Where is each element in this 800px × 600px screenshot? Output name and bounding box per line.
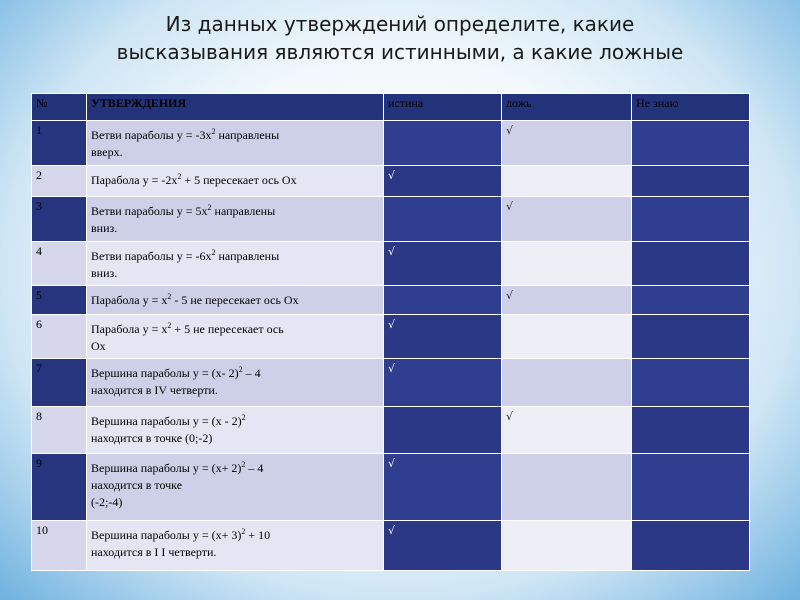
title-line-2: высказывания являются истинными, а какие ложные bbox=[116, 40, 684, 64]
false-cell[interactable] bbox=[502, 314, 632, 359]
false-cell[interactable] bbox=[502, 165, 632, 196]
header-true: истина bbox=[384, 94, 502, 121]
table-row bbox=[32, 454, 750, 521]
false-cell[interactable] bbox=[502, 241, 632, 286]
row-number: 6 bbox=[32, 314, 87, 359]
dont-know-cell[interactable] bbox=[632, 314, 750, 359]
table-row bbox=[32, 197, 750, 242]
table-row bbox=[32, 165, 750, 196]
header-statements: УТВЕРЖДЕНИЯ bbox=[87, 94, 384, 121]
statement-text: Вершина параболы $y = (x+ 2)^2 - 4$ находится в точке (-2;-4) bbox=[87, 454, 384, 521]
dont-know-cell[interactable] bbox=[632, 121, 750, 166]
false-cell[interactable] bbox=[502, 197, 632, 242]
dont-know-cell[interactable] bbox=[632, 241, 750, 286]
title-line-1: Из данных утверждений определите, какие bbox=[165, 12, 635, 36]
check-mark-icon: √ bbox=[388, 457, 396, 471]
check-mark-icon: √ bbox=[506, 200, 514, 214]
dont-know-cell[interactable] bbox=[632, 165, 750, 196]
false-cell[interactable] bbox=[502, 286, 632, 314]
check-mark-icon: √ bbox=[506, 409, 514, 423]
check-mark-icon: √ bbox=[506, 124, 514, 138]
false-cell[interactable] bbox=[502, 521, 632, 571]
true-cell[interactable] bbox=[384, 521, 502, 571]
statement-text: Парабола $y = x^2 - 5$ не пересекает ось Ox bbox=[87, 286, 384, 314]
false-cell[interactable] bbox=[502, 454, 632, 521]
false-cell[interactable] bbox=[502, 121, 632, 166]
row-number: 1 bbox=[32, 121, 87, 166]
header-false: ложь bbox=[502, 94, 632, 121]
false-cell[interactable] bbox=[502, 359, 632, 407]
row-number: 9 bbox=[32, 454, 87, 521]
true-cell[interactable] bbox=[384, 406, 502, 454]
header-dont-know: Не знаю bbox=[632, 94, 750, 121]
check-mark-icon: √ bbox=[388, 168, 396, 182]
row-number: 7 bbox=[32, 359, 87, 407]
true-cell[interactable] bbox=[384, 121, 502, 166]
check-mark-icon: √ bbox=[388, 317, 396, 331]
false-cell[interactable] bbox=[502, 406, 632, 454]
dont-know-cell[interactable] bbox=[632, 359, 750, 407]
check-mark-icon: √ bbox=[388, 244, 396, 258]
row-number: 5 bbox=[32, 286, 87, 314]
table-row bbox=[32, 121, 750, 166]
statement-text: Ветви параболы $y = 5x^2$ направлены вниз. bbox=[87, 197, 384, 242]
dont-know-cell[interactable] bbox=[632, 454, 750, 521]
statement-text: Ветви параболы $y = -6x^2$ направлены вниз. bbox=[87, 241, 384, 286]
row-number: 10 bbox=[32, 521, 87, 571]
statement-text: Вершина параболы $y = (x+ 3)^2 + 10$ находится в I I четверти. bbox=[87, 521, 384, 571]
table-row bbox=[32, 314, 750, 359]
true-cell[interactable] bbox=[384, 359, 502, 407]
check-mark-icon: √ bbox=[506, 289, 514, 303]
row-number: 3 bbox=[32, 197, 87, 242]
dont-know-cell[interactable] bbox=[632, 197, 750, 242]
dont-know-cell[interactable] bbox=[632, 406, 750, 454]
header-number: № bbox=[32, 94, 87, 121]
row-number: 4 bbox=[32, 241, 87, 286]
statement-text: Парабола $y = -2x^2 + 5$ пересекает ось Ox bbox=[87, 165, 384, 196]
statement-text: Вершина параболы y = (x- 2)$^2$ – 4 находится в IV четверти. bbox=[87, 359, 384, 407]
true-cell[interactable] bbox=[384, 197, 502, 242]
check-mark-icon: √ bbox=[388, 362, 396, 376]
table-row bbox=[32, 241, 750, 286]
dont-know-cell[interactable] bbox=[632, 286, 750, 314]
row-number: 8 bbox=[32, 406, 87, 454]
table-row bbox=[32, 521, 750, 571]
true-cell[interactable] bbox=[384, 241, 502, 286]
table-row bbox=[32, 359, 750, 407]
table-row bbox=[32, 286, 750, 314]
check-mark-icon: √ bbox=[388, 524, 396, 538]
dont-know-cell[interactable] bbox=[632, 521, 750, 571]
slide-title bbox=[0, 10, 800, 66]
true-cell[interactable] bbox=[384, 314, 502, 359]
statement-text: Парабола $y = x^2 + 5$ не пересекает ось Ox bbox=[87, 314, 384, 359]
true-cell[interactable] bbox=[384, 286, 502, 314]
statement-text: Ветви параболы $y = -3x^2$ направлены вверх. bbox=[87, 121, 384, 166]
table-header-row bbox=[32, 94, 750, 121]
statements-table bbox=[31, 93, 750, 571]
table-row bbox=[32, 406, 750, 454]
true-cell[interactable] bbox=[384, 454, 502, 521]
statement-text: Вершина параболы y = (x - 2)$^2$ находится в точке (0;-2) bbox=[87, 406, 384, 454]
row-number: 2 bbox=[32, 165, 87, 196]
true-cell[interactable] bbox=[384, 165, 502, 196]
